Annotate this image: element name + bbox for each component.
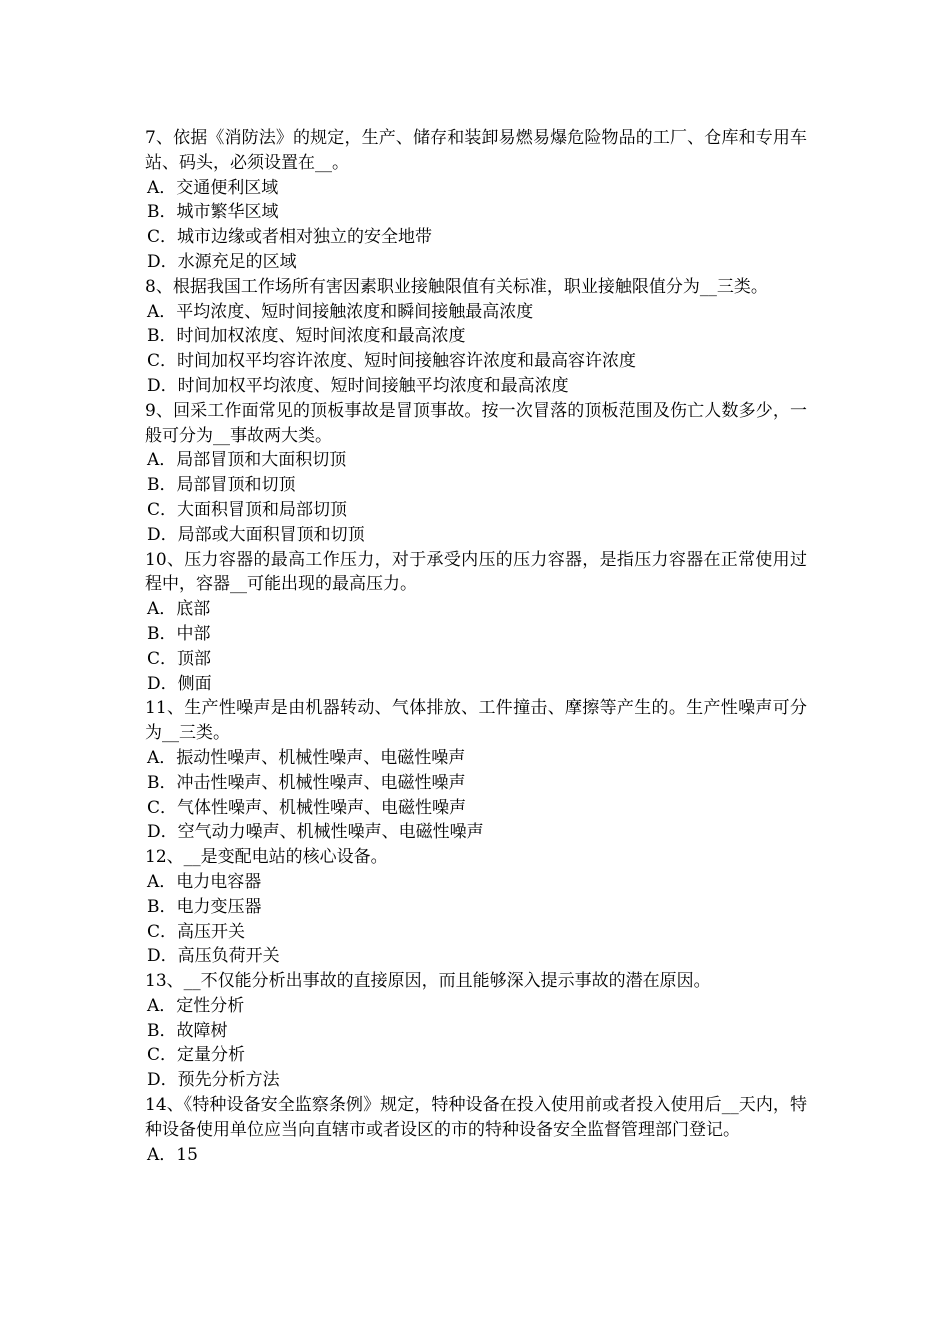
- option-letter: D．: [147, 251, 178, 272]
- option-c: [145, 1043, 807, 1068]
- option-text: 空气动力噪声、机械性噪声、电磁性噪声: [177, 822, 484, 843]
- question-stem: 12、__是变配电站的核心设备。: [145, 847, 388, 868]
- option-c: [145, 498, 807, 523]
- option-text: 气体性噪声、机械性噪声、电磁性噪声: [177, 797, 467, 818]
- option-d: [145, 523, 807, 548]
- option-text: 定量分析: [177, 1045, 246, 1066]
- option-c: [145, 796, 807, 821]
- question-13: [145, 969, 807, 1093]
- option-b: [145, 1019, 807, 1044]
- option-letter: A．: [147, 1144, 177, 1165]
- option-text: 局部或大面积冒顶和切顶: [177, 524, 365, 545]
- option-letter: A．: [147, 599, 177, 620]
- option-text: 高压负荷开关: [177, 946, 280, 967]
- option-letter: A．: [147, 871, 177, 892]
- option-letter: D．: [147, 375, 178, 396]
- question-stem: 10、压力容器的最高工作压力，对于承受内压的压力容器，是指压力容器在正常使用过程中，容器__可能出现的最高压力。: [145, 549, 807, 595]
- option-b: [145, 473, 807, 498]
- option-text: 城市繁华区域: [176, 202, 279, 223]
- option-text: 故障树: [176, 1020, 228, 1041]
- option-list: [145, 746, 807, 845]
- option-letter: A．: [147, 450, 177, 471]
- option-a: [145, 448, 807, 473]
- option-d: [145, 820, 807, 845]
- option-b: [145, 895, 807, 920]
- question-stem: 9、回采工作面常见的顶板事故是冒顶事故。按一次冒落的顶板范围及伤亡人数多少，一般可分为__事故两大类。: [145, 400, 807, 446]
- option-text: 时间加权浓度、短时间浓度和最高浓度: [176, 326, 466, 347]
- option-letter: B．: [147, 772, 177, 793]
- question-list: [145, 126, 807, 1167]
- option-text: 冲击性噪声、机械性噪声、电磁性噪声: [176, 772, 466, 793]
- option-letter: C．: [147, 499, 178, 520]
- question-11: [145, 696, 807, 845]
- option-c: [145, 225, 807, 250]
- option-b: [145, 622, 807, 647]
- option-list: [145, 597, 807, 696]
- question-7: [145, 126, 807, 275]
- option-c: [145, 920, 807, 945]
- option-text: 振动性噪声、机械性噪声、电磁性噪声: [176, 747, 466, 768]
- question-9: [145, 399, 807, 548]
- option-a: [145, 1143, 807, 1168]
- option-letter: D．: [147, 524, 178, 545]
- option-list: [145, 176, 807, 275]
- option-list: [145, 300, 807, 399]
- option-letter: B．: [147, 202, 177, 223]
- option-b: [145, 200, 807, 225]
- option-a: [145, 300, 807, 325]
- question-10: [145, 548, 807, 697]
- option-a: [145, 746, 807, 771]
- option-d: [145, 374, 807, 399]
- option-letter: D．: [147, 673, 178, 694]
- question-stem: 7、依据《消防法》的规定，生产、储存和装卸易燃易爆危险物品的工厂、仓库和专用车站、码头，必须设置在__。: [145, 128, 807, 173]
- option-text: 定性分析: [176, 995, 245, 1016]
- option-a: [145, 870, 807, 895]
- option-text: 城市边缘或者相对独立的安全地带: [177, 227, 433, 248]
- option-letter: C．: [147, 921, 178, 942]
- question-stem: 13、__不仅能分析出事故的直接原因，而且能够深入提示事故的潜在原因。: [145, 971, 711, 992]
- option-text: 顶部: [177, 648, 212, 669]
- option-letter: C．: [147, 648, 178, 669]
- question-14: [145, 1093, 807, 1167]
- option-letter: A．: [147, 177, 177, 198]
- option-b: [145, 324, 807, 349]
- option-letter: B．: [147, 326, 177, 347]
- option-a: [145, 176, 807, 201]
- option-letter: A．: [147, 995, 177, 1016]
- option-text: 水源充足的区域: [177, 251, 297, 272]
- option-letter: B．: [147, 475, 177, 496]
- option-a: [145, 994, 807, 1019]
- option-text: 局部冒顶和切顶: [176, 475, 296, 496]
- option-d: [145, 672, 807, 697]
- option-text: 底部: [176, 599, 211, 620]
- option-c: [145, 647, 807, 672]
- option-letter: C．: [147, 1045, 178, 1066]
- option-text: 交通便利区域: [176, 177, 279, 198]
- option-text: 高压开关: [177, 921, 246, 942]
- option-text: 平均浓度、短时间接触浓度和瞬间接触最高浓度: [176, 301, 534, 322]
- option-letter: D．: [147, 1070, 178, 1091]
- option-letter: D．: [147, 946, 178, 967]
- option-text: 15: [176, 1144, 198, 1165]
- option-letter: A．: [147, 747, 177, 768]
- option-text: 时间加权平均浓度、短时间接触平均浓度和最高浓度: [177, 375, 569, 396]
- question-stem: 11、生产性噪声是由机器转动、气体排放、工件撞击、摩擦等产生的。生产性噪声可分为__三类。: [145, 698, 807, 744]
- option-letter: A．: [147, 301, 177, 322]
- option-text: 中部: [176, 623, 211, 644]
- option-d: [145, 1068, 807, 1093]
- option-list: [145, 1143, 807, 1168]
- option-text: 电力电容器: [176, 871, 262, 892]
- option-letter: B．: [147, 1020, 177, 1041]
- question-8: [145, 275, 807, 399]
- option-c: [145, 349, 807, 374]
- question-12: [145, 845, 807, 969]
- option-text: 侧面: [177, 673, 212, 694]
- option-letter: C．: [147, 227, 178, 248]
- question-stem: 14、《特种设备安全监察条例》规定，特种设备在投入使用前或者投入使用后__天内，特种设备使用单位应当向直辖市或者设区的市的特种设备安全监督管理部门登记。: [145, 1095, 807, 1140]
- option-list: [145, 448, 807, 547]
- option-letter: C．: [147, 351, 178, 372]
- option-d: [145, 250, 807, 275]
- option-text: 局部冒顶和大面积切顶: [176, 450, 347, 471]
- option-b: [145, 771, 807, 796]
- option-d: [145, 944, 807, 969]
- option-text: 大面积冒顶和局部切顶: [177, 499, 348, 520]
- option-letter: B．: [147, 896, 177, 917]
- option-text: 预先分析方法: [177, 1070, 280, 1091]
- option-a: [145, 597, 807, 622]
- option-text: 电力变压器: [176, 896, 262, 917]
- option-letter: B．: [147, 623, 177, 644]
- question-stem: 8、根据我国工作场所有害因素职业接触限值有关标准，职业接触限值分为__三类。: [145, 276, 768, 297]
- option-list: [145, 870, 807, 969]
- option-letter: D．: [147, 822, 178, 843]
- option-list: [145, 994, 807, 1093]
- option-text: 时间加权平均容许浓度、短时间接触容许浓度和最高容许浓度: [177, 351, 637, 372]
- option-letter: C．: [147, 797, 178, 818]
